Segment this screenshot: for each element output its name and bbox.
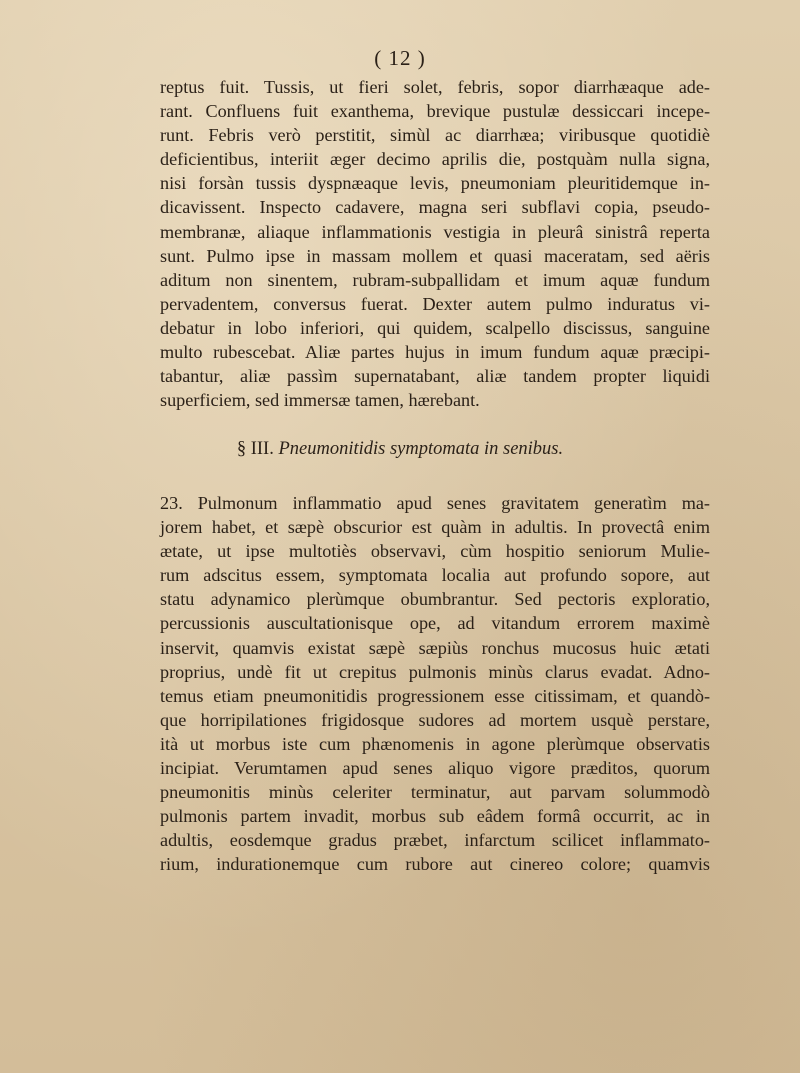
text-line: temus etiam pneumonitidis progressionem esse citissimam, et quandò- <box>160 685 710 706</box>
text-line: 23. Pulmonum inflammatio apud senes gravitatem generatìm ma- <box>160 493 710 513</box>
text-line: runt. Febris verò perstitit, simùl ac diarrhæa; viribusque quotidiè <box>160 125 710 146</box>
text-line: debatur in lobo inferiori, qui quidem, scalpello discissus, sanguine <box>160 317 710 338</box>
text-line: pulmonis partem invadit, morbus sub eâdem formâ occurrit, ac in <box>160 806 710 827</box>
text-line: aditum non sinentem, rubram-subpallidam et imum aquæ fundum <box>160 269 710 290</box>
section-title: Pneumonitidis symptomata in senibus. <box>278 439 564 459</box>
text-line: superficiem, sed immersæ tamen, hærebant. <box>160 390 480 411</box>
text-line: jorem habet, et sæpè obscurior est quàm in adultis. In provectâ enim <box>160 517 710 538</box>
text-line: sunt. Pulmo ipse in massam mollem et quasi maceratam, sed aëris <box>160 245 710 266</box>
text-line: adultis, eosdemque gradus præbet, infarctum scilicet inflammato- <box>160 830 710 851</box>
text-line: rium, indurationemque cum rubore aut cinereo colore; quamvis <box>160 854 710 875</box>
text-line: multo rubescebat. Aliæ partes hujus in imum fundum aquæ præcipi- <box>160 342 710 363</box>
paragraph-1 <box>160 75 710 412</box>
text-line: statu adynamico plerùmque obumbrantur. Sed pectoris exploratio, <box>160 589 710 610</box>
text-line: inservit, quamvis existat sæpè sæpiùs ronchus mucosus huic ætati <box>160 637 710 658</box>
text-line: deficientibus, interiit æger decimo aprilis die, postquàm nulla signa, <box>160 149 710 170</box>
section-heading <box>0 439 800 460</box>
text-line: ità ut morbus iste cum phænomenis in agone plerùmque observatis <box>160 733 710 754</box>
text-line: reptus fuit. Tussis, ut fieri solet, febris, sopor diarrhæaque ade- <box>160 77 710 97</box>
page-number: ( 12 ) <box>374 46 426 70</box>
text-line: percussionis auscultationisque ope, ad vitandum errorem maximè <box>160 613 710 634</box>
text-line: que horripilationes frigidosque sudores ad mortem usquè perstare, <box>160 709 710 730</box>
text-line: tabantur, aliæ passìm supernatabant, aliæ tandem propter liquidi <box>160 366 710 387</box>
text-line: incipiat. Verumtamen apud senes aliquo vigore præditos, quorum <box>160 758 710 779</box>
text-line: ætate, ut ipse multotiès observavi, cùm hospitio seniorum Mulie- <box>160 541 710 562</box>
text-line: rum adscitus essem, symptomata localia aut profundo sopore, aut <box>160 565 710 586</box>
text-line: pervadentem, conversus fuerat. Dexter autem pulmo induratus vi- <box>160 293 710 314</box>
section-number: § III. <box>236 439 274 459</box>
paragraph-2 <box>160 491 710 877</box>
text-line: membranæ, aliaque inflammationis vestigia in pleurâ sinistrâ reperta <box>160 221 710 242</box>
text-line: rant. Confluens fuit exanthema, brevique pustulæ dessiccari incepe- <box>160 101 710 122</box>
text-line: dicavissent. Inspecto cadavere, magna seri subflavi copia, pseudo- <box>160 197 710 218</box>
text-line: nisi forsàn tussis dyspnæaque levis, pneumoniam pleuritidemque in- <box>160 173 710 194</box>
text-line: proprius, undè fit ut crepitus pulmonis minùs clarus evadat. Adno- <box>160 661 710 682</box>
text-line: pneumonitis minùs celeriter terminatur, aut parvam solummodò <box>160 782 710 803</box>
